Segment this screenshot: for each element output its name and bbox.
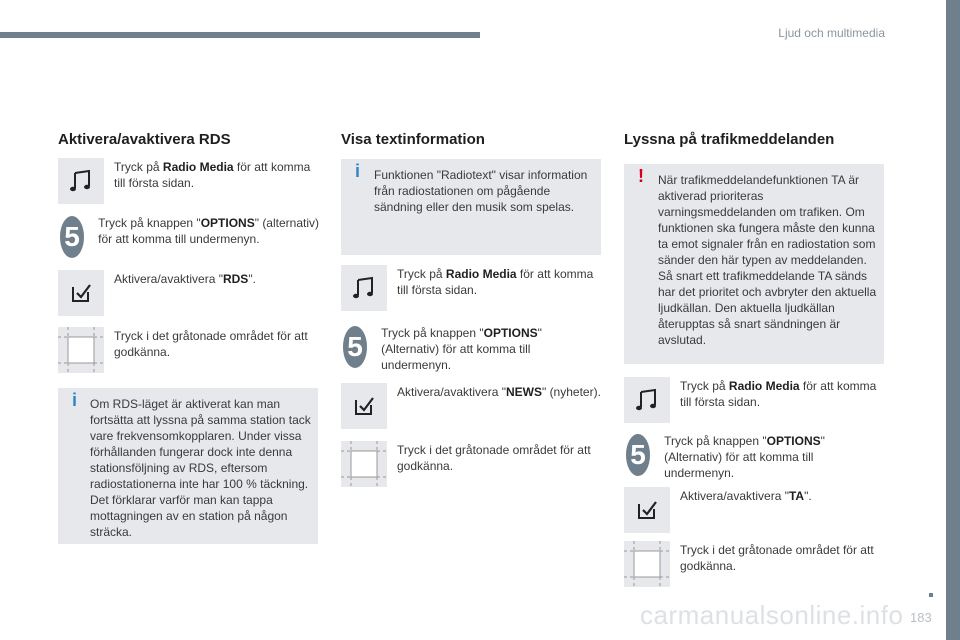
number-5-icon: 5 xyxy=(343,326,367,368)
note-text: Om RDS-läget är aktiverat kan man fortsätta att lyssna på samma station tack vare frekvensomkopplaren. Under vissa förhållanden fungerar dock inte denna stationsföljning av RDS, eftersom radiostationerna inte har 100 % täckning. Det förklarar varför man kan tappa mottagningen av en station på någon sträcka. xyxy=(90,397,311,539)
step-text: Tryck i det gråtonade området för att godkänna. xyxy=(397,443,591,473)
side-band xyxy=(946,0,960,640)
grey-area-icon xyxy=(624,541,670,587)
watermark: carmanualsonline.info xyxy=(640,600,904,630)
step-activate xyxy=(624,487,886,533)
step-activate xyxy=(341,383,603,429)
page-marker xyxy=(929,593,933,597)
step-text: Tryck på knappen "OPTIONS" (Alternativ) för att komma till undermenyn. xyxy=(381,326,542,372)
checkbox-icon xyxy=(58,270,104,316)
step-text: Aktivera/avaktivera "RDS". xyxy=(114,272,256,286)
step-text: Tryck på Radio Media för att komma till första sidan. xyxy=(680,379,877,409)
note-text: När trafikmeddelandefunktionen TA är aktiverad prioriteras varningsmeddelanden om trafiken. Om funktionen ska fungera måste den kunna ta emot signaler från en radiostation som sänder den här typen av meddelanden. Så snart ett trafikmeddelande TA sänds har det prioritet och avbryter den aktuella ljudkällan. Den aktuella ljudkällan återupptas så snart sändningen är avslutad. xyxy=(658,173,877,347)
step-text: Aktivera/avaktivera "NEWS" (nyheter). xyxy=(397,385,601,399)
header-bar xyxy=(0,32,480,38)
heading-traffic: Lyssna på trafikmeddelanden xyxy=(624,131,835,148)
checkbox-icon xyxy=(624,487,670,533)
heading-textinfo: Visa textinformation xyxy=(341,131,485,148)
step-confirm xyxy=(624,541,886,587)
rds-info-note xyxy=(58,388,318,544)
step-text: Tryck i det gråtonade området för att godkänna. xyxy=(680,543,874,573)
step-confirm xyxy=(58,327,320,373)
grey-area-icon xyxy=(58,327,104,373)
heading-rds: Aktivera/avaktivera RDS xyxy=(58,131,231,148)
radiotext-info-note xyxy=(341,159,601,255)
info-icon: i xyxy=(72,390,78,410)
music-note-icon xyxy=(341,265,387,311)
step-text: Tryck på knappen "OPTIONS" (alternativ) för att komma till undermenyn. xyxy=(98,216,319,246)
number-5-icon: 5 xyxy=(626,434,650,476)
section-title: Ljud och multimedia xyxy=(778,26,885,40)
step-radio-media xyxy=(341,265,603,311)
checkbox-icon xyxy=(341,383,387,429)
number-5-icon: 5 xyxy=(60,216,84,258)
grey-area-icon xyxy=(341,441,387,487)
step-options xyxy=(624,432,886,481)
step-text: Tryck på Radio Media för att komma till första sidan. xyxy=(397,267,594,297)
music-note-icon xyxy=(624,377,670,423)
step-radio-media xyxy=(624,377,886,423)
warning-icon: ! xyxy=(638,166,644,186)
step-options xyxy=(58,214,320,260)
step-text: Tryck på knappen "OPTIONS" (Alternativ) för att komma till undermenyn. xyxy=(664,434,825,480)
traffic-warning-note xyxy=(624,164,884,364)
step-activate xyxy=(58,270,320,316)
info-icon: i xyxy=(355,161,361,181)
step-text: Tryck i det gråtonade området för att godkänna. xyxy=(114,329,308,359)
step-confirm xyxy=(341,441,603,487)
step-radio-media xyxy=(58,158,320,204)
step-text: Aktivera/avaktivera "TA". xyxy=(680,489,812,503)
note-text: Funktionen "Radiotext" visar information från radiostationen om pågående sändning eller den musik som spelas. xyxy=(374,168,588,214)
music-note-icon xyxy=(58,158,104,204)
step-options xyxy=(341,324,603,373)
step-text: Tryck på Radio Media för att komma till första sidan. xyxy=(114,160,311,190)
page-number: 183 xyxy=(910,610,932,625)
